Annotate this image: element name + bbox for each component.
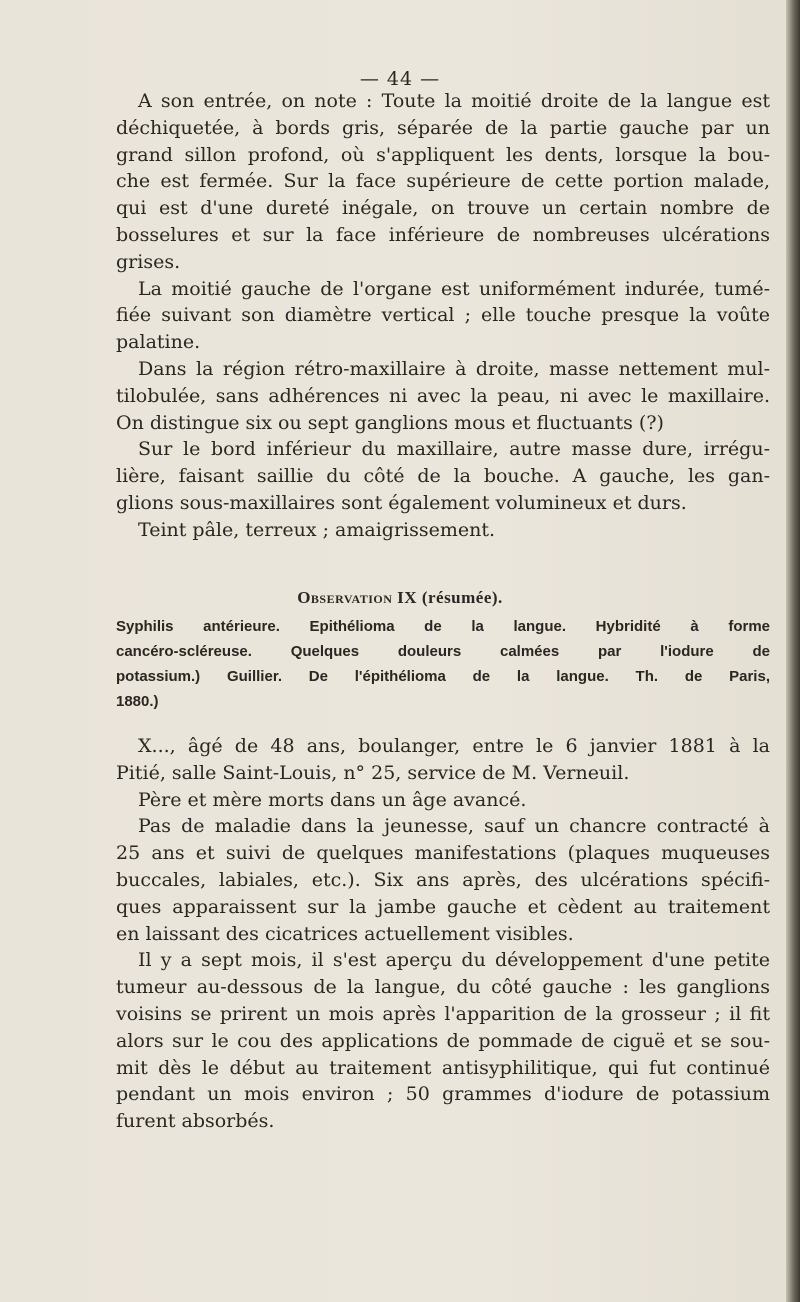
- paragraph-line: Sur le bord inférieur du maxillaire, autre masse dure, irrégu-: [138, 438, 770, 461]
- paragraph-line: buccales, labiales, etc.). Six ans après, des ulcérations spécifi-: [116, 868, 770, 891]
- paragraph-line: La moitié gauche de l'organe est uniformément indurée, tumé-: [138, 277, 770, 300]
- paragraph-line: X..., âgé de 48 ans, boulanger, entre le 6 janvier 1881 à la: [138, 735, 770, 757]
- paragraph-line: On distingue six ou sept ganglions mous et fluctuants (?): [116, 411, 664, 434]
- paragraph-line: déchiquetée, à bords gris, séparée de la partie gauche par un: [116, 116, 770, 139]
- paragraph-line: Teint pâle, terreux ; amaigrissement.: [138, 518, 496, 541]
- paragraph-line: pendant un mois environ ; 50 grammes d'iodure de potassium: [116, 1083, 770, 1106]
- paragraph-line: tilobulée, sans adhérences ni avec la peau, ni avec le maxillaire.: [116, 384, 770, 407]
- observation-suffix: (résumée).: [421, 588, 503, 607]
- paragraph-line: 25 ans et suivi de quelques manifestations (plaques muqueuses: [116, 842, 770, 865]
- paragraph-line: glions sous-maxillaires sont également volumineux et durs.: [116, 491, 687, 514]
- paragraph-line: ques apparaissent sur la jambe gauche et cèdent au traitement: [116, 895, 770, 918]
- text-block-bottom: [116, 733, 770, 1135]
- paragraph-line: fiée suivant son diamètre vertical ; elle touche presque la voûte: [116, 304, 770, 327]
- paragraph-line: lière, faisant saillie du côté de la bouche. A gauche, les gan-: [116, 465, 770, 488]
- paragraph-line: tumeur au-dessous de la langue, du côté gauche : les ganglions: [116, 976, 770, 999]
- summary-line: cancéro-scléreuse. Quelques douleurs calmées par l'iodure de: [116, 643, 770, 660]
- summary-line: 1880.): [116, 693, 159, 710]
- summary-line: Syphilis antérieure. Epithélioma de la langue. Hybridité à forme: [116, 618, 770, 635]
- observation-heading: [0, 588, 800, 608]
- paragraph-line: grises.: [116, 250, 181, 273]
- paragraph-line: che est fermée. Sur la face supérieure de cette portion malade,: [116, 170, 770, 193]
- paragraph-line: Pitié, salle Saint-Louis, n° 25, service de M. Verneuil.: [116, 761, 630, 784]
- paragraph-line: bosselures et sur la face inférieure de nombreuses ulcérations: [116, 223, 770, 246]
- observation-number: IX: [397, 588, 418, 607]
- paragraph-line: A son entrée, on note : Toute la moitié droite de la langue est: [138, 90, 770, 112]
- paragraph-line: voisins se prirent un mois après l'apparition de la grosseur ; il fit: [116, 1002, 770, 1025]
- paragraph-line: Père et mère morts dans un âge avancé.: [138, 788, 527, 811]
- paragraph-line: palatine.: [116, 331, 201, 354]
- observation-summary: [116, 614, 770, 714]
- observation-label: Observation: [297, 588, 393, 607]
- summary-line: potassium.) Guillier. De l'épithélioma de la langue. Th. de Paris,: [116, 668, 770, 685]
- paragraph-line: furent absorbés.: [116, 1110, 275, 1133]
- text-block-top: [116, 88, 770, 544]
- page-number: — 44 —: [359, 68, 441, 90]
- paragraph-line: mit dès le début au traitement antisyphilitique, qui fut continué: [116, 1056, 770, 1079]
- paragraph-line: qui est d'une dureté inégale, on trouve un certain nombre de: [116, 197, 770, 220]
- page-edge-shadow: [786, 0, 800, 1302]
- paragraph-line: grand sillon profond, où s'appliquent les dents, lorsque la bou-: [116, 143, 770, 166]
- paragraph-line: Pas de maladie dans la jeunesse, sauf un chancre contracté à: [138, 815, 770, 838]
- paragraph-line: Dans la région rétro-maxillaire à droite, masse nettement mul-: [138, 357, 770, 380]
- paragraph-line: alors sur le cou des applications de pommade de ciguë et se sou-: [116, 1029, 770, 1052]
- paragraph-line: Il y a sept mois, il s'est aperçu du développement d'une petite: [138, 949, 770, 972]
- paragraph-line: en laissant des cicatrices actuellement visibles.: [116, 922, 574, 945]
